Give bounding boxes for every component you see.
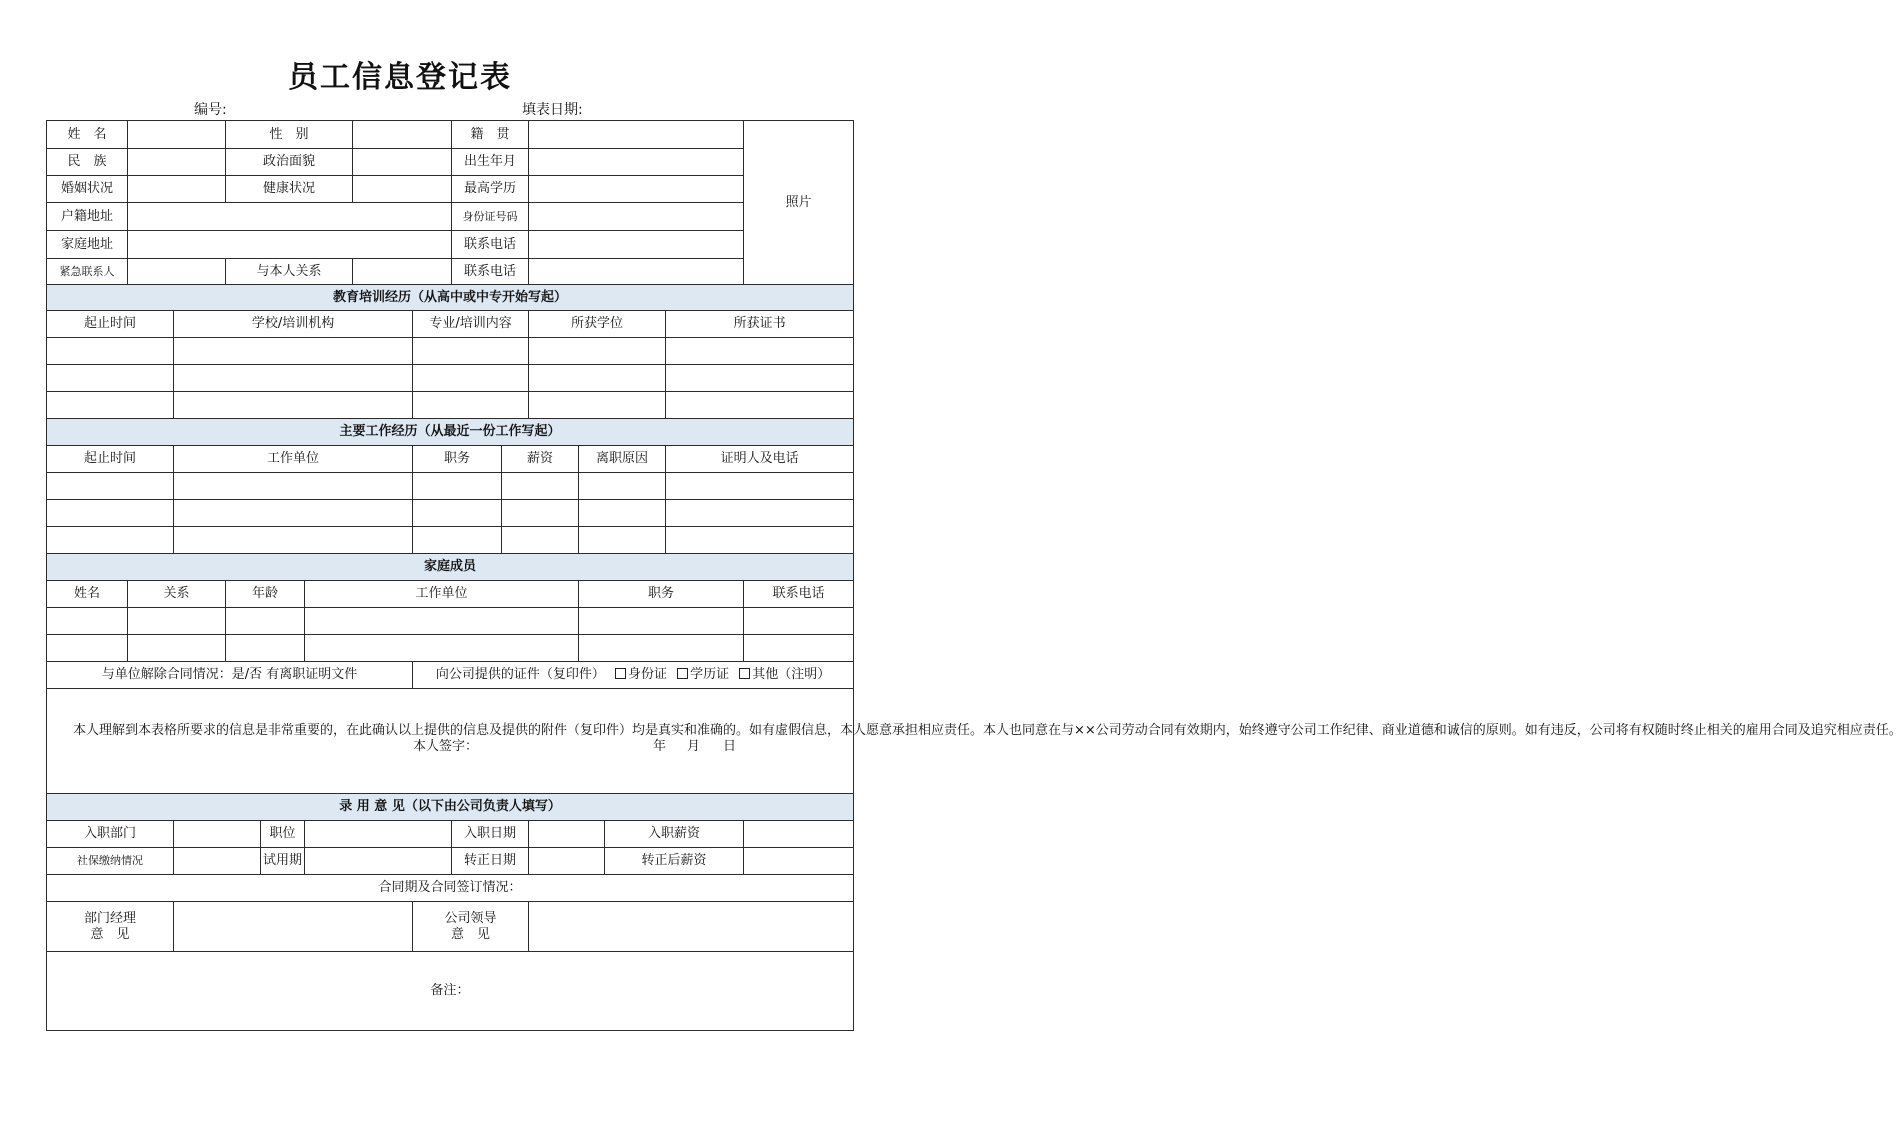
manager-opinion-line2: 意 见	[90, 926, 130, 942]
declaration-block	[47, 689, 1902, 794]
contract-termination-text: 与单位解除合同情况：是/否 有离职证明文件	[101, 667, 358, 682]
name-label: 姓 名	[47, 121, 128, 149]
edu-col-major: 专业/培训内容	[413, 311, 529, 338]
leader-opinion-field[interactable]	[529, 902, 854, 952]
family-col-name: 姓名	[47, 581, 128, 608]
month-label: 月	[687, 739, 701, 754]
phone-field[interactable]	[529, 231, 744, 259]
work-col-position: 职务	[413, 446, 502, 473]
table-row	[47, 338, 854, 365]
edu-col-period: 起止时间	[47, 311, 174, 338]
family-col-phone: 联系电话	[744, 581, 854, 608]
ethnicity-label: 民 族	[47, 149, 128, 176]
family-col-age: 年龄	[226, 581, 305, 608]
signature-label: 本人签字：	[413, 739, 479, 754]
education-level-field[interactable]	[529, 176, 744, 203]
family-col-relation: 关系	[128, 581, 226, 608]
family-col-position: 职务	[579, 581, 744, 608]
leader-opinion-line1: 公司领导	[444, 910, 497, 926]
name-field[interactable]	[128, 121, 226, 149]
regular-date-field[interactable]	[529, 848, 605, 875]
home-address-field[interactable]	[128, 231, 452, 259]
probation-field[interactable]	[305, 848, 452, 875]
table-row	[47, 608, 854, 635]
remarks-box[interactable]: 备注：	[47, 952, 854, 1031]
birth-field[interactable]	[529, 149, 744, 176]
phone-label: 联系电话	[452, 231, 529, 259]
phone2-field[interactable]	[529, 259, 744, 285]
leader-opinion-line2: 意 见	[451, 926, 491, 942]
relation-field[interactable]	[353, 259, 452, 285]
hiring-section-title: 录 用 意 见（以下由公司负责人填写）	[47, 794, 854, 821]
position-label: 职位	[261, 821, 305, 848]
leader-opinion-label	[413, 902, 529, 952]
regular-salary-label: 转正后薪资	[605, 848, 744, 875]
gender-label: 性 别	[226, 121, 353, 149]
hukou-label: 户籍地址	[47, 203, 128, 231]
health-field[interactable]	[353, 176, 452, 203]
id-number-field[interactable]	[529, 203, 744, 231]
cert-degree-checkbox[interactable]	[677, 668, 688, 679]
phone2-label: 联系电话	[452, 259, 529, 285]
work-col-employer: 工作单位	[174, 446, 413, 473]
cert-degree-label: 学历证	[690, 667, 730, 682]
hukou-field[interactable]	[128, 203, 452, 231]
work-section-title: 主要工作经历（从最近一份工作写起）	[47, 419, 854, 446]
contract-term-row[interactable]: 合同期及合同签订情况：	[47, 875, 854, 902]
family-col-employer: 工作单位	[305, 581, 579, 608]
marital-field[interactable]	[128, 176, 226, 203]
insurance-field[interactable]	[174, 848, 261, 875]
cert-other-checkbox[interactable]	[739, 668, 750, 679]
dept-label: 入职部门	[47, 821, 174, 848]
join-date-label: 入职日期	[452, 821, 529, 848]
cert-other-label: 其他（注明）	[752, 667, 831, 682]
emergency-field[interactable]	[128, 259, 226, 285]
work-col-period: 起止时间	[47, 446, 174, 473]
certificates-provided	[413, 662, 854, 689]
manager-opinion-line1: 部门经理	[83, 910, 136, 926]
edu-col-cert: 所获证书	[666, 311, 854, 338]
photo-box[interactable]: 照片	[744, 121, 854, 285]
health-label: 健康状况	[226, 176, 353, 203]
join-salary-label: 入职薪资	[605, 821, 744, 848]
form-title: 员工信息登记表	[288, 60, 512, 95]
year-label: 年	[653, 739, 667, 754]
join-salary-field[interactable]	[744, 821, 854, 848]
day-label: 日	[723, 739, 737, 754]
regular-date-label: 转正日期	[452, 848, 529, 875]
contract-termination	[47, 662, 413, 689]
emergency-label: 紧急联系人	[47, 259, 128, 285]
table-row	[47, 635, 854, 662]
family-section-title: 家庭成员	[47, 554, 854, 581]
relation-label: 与本人关系	[226, 259, 353, 285]
home-address-label: 家庭地址	[47, 231, 128, 259]
education-section-title: 教育培训经历（从高中或中专开始写起）	[47, 285, 854, 311]
work-col-reference: 证明人及电话	[666, 446, 854, 473]
cert-id-checkbox[interactable]	[615, 668, 626, 679]
declaration-text: 本人理解到本表格所要求的信息是非常重要的，在此确认以上提供的信息及提供的附件（复印件）均是真实和准确的。如有虚假信息，本人愿意承担相应责任。本人也同意在与××公司劳动合同有效期内，始终遵守公司工作纪律、商业道德和诚信的原则。如有违反，公司将有权随时终止相关的雇用合同及追究相应责任。	[73, 723, 1902, 738]
probation-label: 试用期	[261, 848, 305, 875]
native-place-field[interactable]	[529, 121, 744, 149]
education-level-label: 最高学历	[452, 176, 529, 203]
ethnicity-field[interactable]	[128, 149, 226, 176]
table-row	[47, 473, 854, 500]
edu-col-degree: 所获学位	[529, 311, 666, 338]
manager-opinion-label	[47, 902, 174, 952]
native-place-label: 籍 贯	[452, 121, 529, 149]
table-row	[47, 365, 854, 392]
cert-id-label: 身份证	[627, 667, 667, 682]
certs-label: 向公司提供的证件（复印件）	[435, 667, 605, 682]
work-col-salary: 薪资	[502, 446, 579, 473]
signature-line	[47, 739, 853, 759]
gender-field[interactable]	[353, 121, 452, 149]
table-row	[47, 500, 854, 527]
position-field[interactable]	[305, 821, 452, 848]
fill-date-label: 填表日期:	[522, 102, 583, 118]
edu-col-school: 学校/培训机构	[174, 311, 413, 338]
manager-opinion-field[interactable]	[174, 902, 413, 952]
marital-label: 婚姻状况	[47, 176, 128, 203]
id-number-label: 身份证号码	[452, 203, 529, 231]
political-field[interactable]	[353, 149, 452, 176]
insurance-label: 社保缴纳情况	[47, 848, 174, 875]
table-row	[47, 527, 854, 554]
employee-form-table	[46, 120, 1902, 1031]
birth-label: 出生年月	[452, 149, 529, 176]
table-row	[47, 392, 854, 419]
regular-salary-field[interactable]	[744, 848, 854, 875]
join-date-field[interactable]	[529, 821, 605, 848]
dept-field[interactable]	[174, 821, 261, 848]
work-col-reason: 离职原因	[579, 446, 666, 473]
political-label: 政治面貌	[226, 149, 353, 176]
number-label: 编号:	[194, 102, 227, 118]
